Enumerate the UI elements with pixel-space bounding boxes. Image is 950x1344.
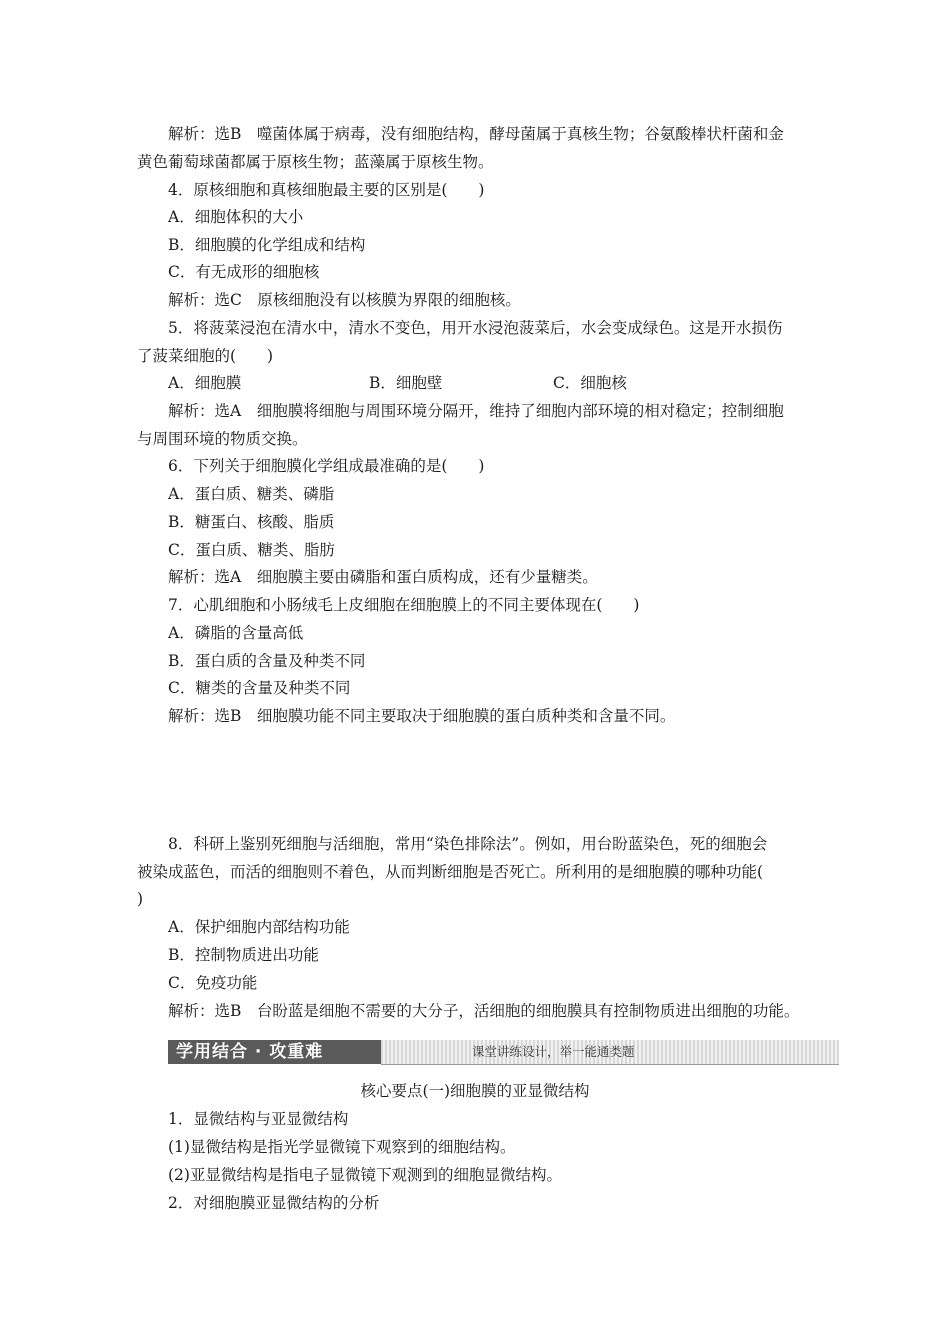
q4-option-a: A．细胞体积的大小: [168, 208, 304, 226]
banner-title: 学用结合 · 攻重难: [168, 1040, 381, 1064]
q5-stem-line1: 5．将菠菜浸泡在清水中，清水不变色，用开水浸泡菠菜后，水会变成绿色。这是开水损伤: [168, 319, 783, 337]
q7-option-a: A．磷脂的含量高低: [168, 624, 304, 642]
q5-explanation-line1: 解析：选A 细胞膜将细胞与周围环境分隔开，维持了细胞内部环境的相对稳定；控制细胞: [168, 402, 784, 420]
q5-option-c: C．细胞核: [553, 374, 627, 392]
q5-explanation-line2: 与周围环境的物质交换。: [137, 430, 308, 448]
q8-stem-line3: ): [137, 890, 144, 908]
q4-option-c: C．有无成形的细胞核: [168, 263, 320, 281]
q4-explanation: 解析：选C 原核细胞没有以核膜为界限的细胞核。: [168, 291, 521, 309]
q8-option-b: B．控制物质进出功能: [168, 946, 319, 964]
q3-explanation-line1: 解析：选B 噬菌体属于病毒，没有细胞结构，酵母菌属于真核生物；谷氨酸棒状杆菌和金: [168, 125, 784, 143]
q3-explanation-line2: 黄色葡萄球菌都属于原核生物；蓝藻属于原核生物。: [137, 153, 494, 171]
q5-stem-line2: 了菠菜细胞的( ): [137, 347, 274, 365]
q7-option-b: B．蛋白质的含量及种类不同: [168, 652, 366, 670]
q7-option-c: C．糖类的含量及种类不同: [168, 679, 351, 697]
q8-option-c: C．免疫功能: [168, 974, 258, 992]
point2-heading: 2．对细胞膜亚显微结构的分析: [168, 1194, 380, 1212]
point1-item2: (2)亚显微结构是指电子显微镜下观测到的细胞显微结构。: [168, 1166, 562, 1184]
q8-stem-line2: 被染成蓝色，而活的细胞则不着色，从而判断细胞是否死亡。所利用的是细胞膜的哪种功能(: [137, 863, 764, 881]
q6-option-b: B．糖蛋白、核酸、脂质: [168, 513, 335, 531]
q5-option-b: B．细胞壁: [369, 374, 443, 392]
banner-subtitle: 课堂讲练设计，举一能通类题: [472, 1044, 635, 1059]
q4-option-b: B．细胞膜的化学组成和结构: [168, 236, 366, 254]
q8-option-a: A．保护细胞内部结构功能: [168, 918, 350, 936]
q4-stem: 4．原核细胞和真核细胞最主要的区别是( ): [168, 181, 485, 199]
point1-heading: 1．显微结构与亚显微结构: [168, 1110, 349, 1128]
q7-stem: 7．心肌细胞和小肠绒毛上皮细胞在细胞膜上的不同主要体现在( ): [168, 596, 640, 614]
q6-option-c: C．蛋白质、糖类、脂肪: [168, 541, 335, 559]
q8-explanation: 解析：选B 台盼蓝是细胞不需要的大分子，活细胞的细胞膜具有控制物质进出细胞的功能。: [168, 1002, 800, 1020]
point1-item1: (1)显微结构是指光学显微镜下观察到的细胞结构。: [168, 1138, 516, 1156]
q6-option-a: A．蛋白质、糖类、磷脂: [168, 485, 335, 503]
q5-option-a: A．细胞膜: [168, 374, 242, 392]
section-title: 核心要点(一)细胞膜的亚显微结构: [360, 1082, 590, 1100]
q6-stem: 6．下列关于细胞膜化学组成最准确的是( ): [168, 457, 485, 475]
q7-explanation: 解析：选B 细胞膜功能不同主要取决于细胞膜的蛋白质种类和含量不同。: [168, 707, 676, 725]
q8-stem-line1: 8．科研上鉴别死细胞与活细胞，常用“染色排除法”。例如，用台盼蓝染色，死的细胞会: [168, 835, 768, 853]
q6-explanation: 解析：选A 细胞膜主要由磷脂和蛋白质构成，还有少量糖类。: [168, 568, 598, 586]
